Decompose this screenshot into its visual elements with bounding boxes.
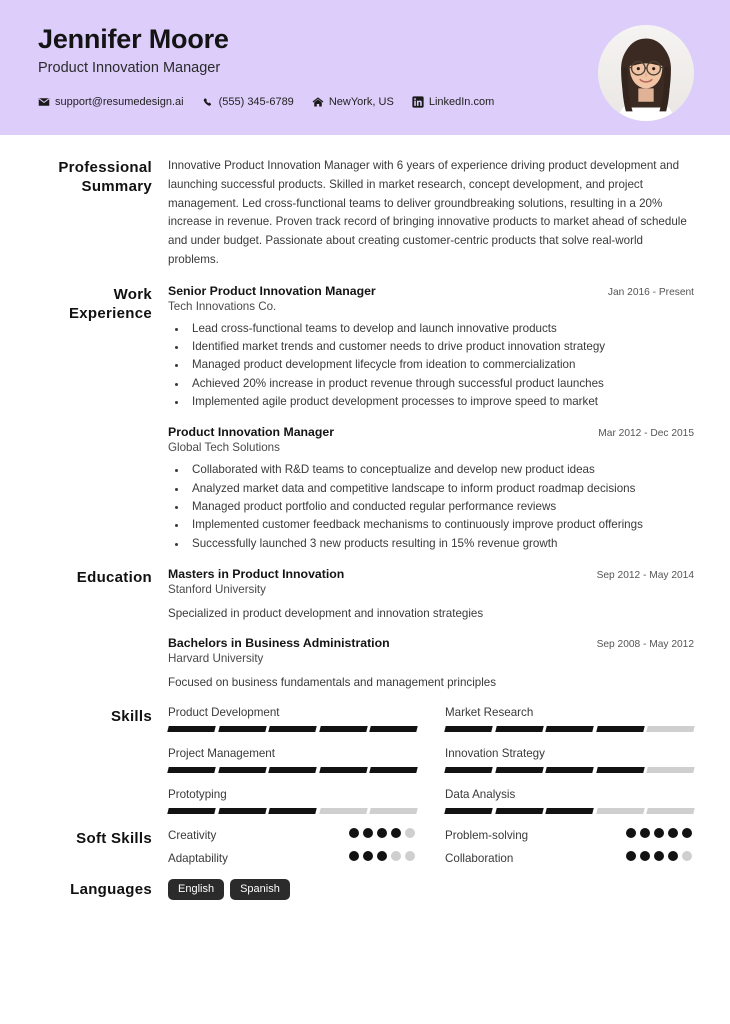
soft-skill-item (168, 828, 417, 842)
contact-phone[interactable] (202, 96, 294, 108)
rating-dot (377, 851, 387, 861)
resume-header (0, 0, 730, 135)
skill-item (168, 747, 417, 773)
spacer (36, 272, 694, 284)
skill-bar-segment (268, 726, 316, 732)
contact-linkedin[interactable] (412, 96, 494, 108)
skill-bar-segment (167, 808, 215, 814)
skill-bar-segment (647, 726, 695, 732)
soft-skill-item (168, 851, 417, 865)
skill-level-bar (168, 767, 417, 773)
entry-organization: Global Tech Solutions (168, 441, 280, 455)
language-chip: Spanish (230, 879, 290, 900)
skill-bar-segment (370, 767, 418, 773)
spacer (36, 555, 694, 567)
rating-dot (405, 828, 415, 838)
skill-level-bar (445, 808, 694, 814)
candidate-job-title: Product Innovation Manager (38, 60, 221, 77)
rating-dot (363, 828, 373, 838)
language-chip: English (168, 879, 224, 900)
skill-bar-segment (268, 808, 316, 814)
rating-dot (391, 851, 401, 861)
contact-phone-text: (555) 345-6789 (218, 96, 294, 109)
section-label-languages: Languages (70, 880, 152, 898)
entry-bullet: • Managed product portfolio and conducted regular performance reviews (188, 498, 694, 516)
soft-skill-name: Adaptability (168, 851, 228, 865)
entry-description: Focused on business fundamentals and management principles (168, 676, 497, 690)
avatar-photo (598, 25, 694, 121)
language-chip-row (168, 879, 694, 900)
skill-name: Data Analysis (445, 787, 516, 801)
avatar (598, 25, 694, 121)
skill-name: Prototyping (168, 787, 227, 801)
skill-name: Market Research (445, 705, 534, 719)
contact-email[interactable] (38, 96, 184, 108)
skill-level-bar (445, 767, 694, 773)
section-label-soft-skills: Soft Skills (76, 829, 152, 847)
spacer (36, 867, 694, 879)
spacer (36, 694, 694, 706)
rating-dot (349, 828, 359, 838)
skill-item (168, 706, 417, 732)
section-label-education: Education (76, 568, 152, 586)
candidate-name: Jennifer Moore (38, 24, 229, 54)
skill-bar-segment (596, 726, 644, 732)
contact-linkedin-text: LinkedIn.com (428, 96, 495, 109)
contact-location-text: NewYork, US (328, 96, 394, 109)
soft-skill-name: Collaboration (445, 851, 514, 865)
skill-name: Project Management (168, 746, 275, 760)
entry-description: Specialized in product development and innovation strategies (168, 606, 484, 620)
entry-bullet-list (168, 320, 694, 412)
entry-bullet: • Implemented agile product development processes to improve speed to market (188, 393, 694, 411)
skill-bar-segment (268, 767, 316, 773)
soft-skill-name: Problem-solving (445, 828, 529, 842)
entry-title: Bachelors in Business Administration (168, 636, 390, 651)
skill-item (445, 747, 694, 773)
skill-bar-segment (495, 726, 543, 732)
skill-item (168, 788, 417, 814)
section-soft-skills (36, 828, 694, 865)
header-left-block (38, 22, 494, 108)
skill-level-bar (445, 726, 694, 732)
contact-location[interactable] (312, 96, 394, 108)
section-languages (36, 879, 694, 900)
skill-bar-segment (218, 767, 266, 773)
skill-bar-segment (596, 767, 644, 773)
skill-name: Product Development (168, 705, 280, 719)
education-entry (168, 636, 694, 691)
rating-dot (654, 851, 664, 861)
rating-dot (668, 851, 678, 861)
section-professional-summary (36, 157, 694, 270)
section-skills (36, 706, 694, 814)
skill-bar-segment (319, 726, 367, 732)
rating-dot (391, 828, 401, 838)
soft-skills-grid (168, 828, 694, 865)
entry-bullet: • Identified market trends and customer needs to drive product innovation strategy (188, 338, 694, 356)
home-icon (312, 96, 324, 108)
rating-dot (349, 851, 359, 861)
section-label-experience: Work Experience (68, 285, 152, 322)
entry-date: Mar 2012 - Dec 2015 (598, 428, 694, 440)
rating-dot (668, 828, 678, 838)
rating-dot (640, 828, 650, 838)
skill-bar-segment (444, 808, 492, 814)
experience-entry (168, 425, 694, 553)
entry-title: Product Innovation Manager (168, 425, 335, 440)
skill-bar-segment (370, 808, 418, 814)
contact-email-text: support@resumedesign.ai (55, 96, 184, 109)
skill-bar-segment (545, 808, 593, 814)
entry-organization: Harvard University (168, 652, 264, 666)
skill-bar-segment (647, 808, 695, 814)
skill-item (445, 788, 694, 814)
spacer (36, 816, 694, 828)
rating-dot (626, 851, 636, 861)
entry-organization: Tech Innovations Co. (168, 299, 277, 313)
entry-header (168, 567, 694, 581)
skill-bar-segment (545, 726, 593, 732)
soft-skill-item (445, 851, 694, 865)
skill-bar-segment (596, 808, 644, 814)
entry-header (168, 284, 694, 298)
skills-grid (168, 706, 694, 814)
resume-body (0, 135, 730, 900)
rating-dot (377, 828, 387, 838)
entry-bullet: • Analyzed market data and competitive landscape to inform product roadmap decisions (188, 480, 694, 498)
entry-bullet: • Successfully launched 3 new products resulting in 15% revenue growth (188, 535, 694, 553)
entry-bullet-list (168, 461, 694, 553)
soft-skill-rating (626, 828, 694, 838)
skill-level-bar (168, 726, 417, 732)
experience-entry (168, 284, 694, 412)
entry-date: Sep 2008 - May 2012 (596, 639, 694, 651)
skill-bar-segment (319, 808, 367, 814)
skill-bar-segment (444, 767, 492, 773)
soft-skill-rating (349, 828, 417, 838)
summary-text: Innovative Product Innovation Manager with 6 years of experience driving product development and launching successful products. Skilled in market research, concept development, and project management. Led cross-functional teams to deliver groundbreaking solutions, resulting in a 20% increase in revenue. Proven track record of bringing innovative products to market ahead of schedule and under budget. Passionate about creating customer-centric products that solve real-world problems. (168, 159, 687, 266)
skill-level-bar (168, 808, 417, 814)
entry-header (168, 425, 694, 439)
education-entries (168, 567, 694, 692)
soft-skill-item (445, 828, 694, 842)
skill-bar-segment (444, 726, 492, 732)
section-label-summary: Professional Summary (58, 159, 152, 196)
entry-title: Senior Product Innovation Manager (168, 283, 376, 298)
rating-dot (654, 828, 664, 838)
entry-bullet: • Lead cross-functional teams to develop and launch innovative products (188, 320, 694, 338)
entry-bullet: • Collaborated with R&D teams to conceptualize and develop new product ideas (188, 461, 694, 479)
skill-bar-segment (218, 808, 266, 814)
skill-name: Innovation Strategy (445, 746, 545, 760)
entry-title: Masters in Product Innovation (168, 566, 345, 581)
skill-bar-segment (495, 767, 543, 773)
soft-skill-rating (349, 851, 417, 861)
soft-skill-rating (626, 851, 694, 861)
entry-organization: Stanford University (168, 582, 266, 596)
rating-dot (682, 828, 692, 838)
education-entry (168, 567, 694, 622)
entry-header (168, 636, 694, 650)
section-education (36, 567, 694, 692)
skill-bar-segment (218, 726, 266, 732)
soft-skill-name: Creativity (168, 828, 217, 842)
contact-row (38, 96, 494, 108)
rating-dot (682, 851, 692, 861)
rating-dot (640, 851, 650, 861)
entry-bullet: • Implemented customer feedback mechanisms to continuously improve product offerings (188, 516, 694, 534)
rating-dot (363, 851, 373, 861)
entry-date: Jan 2016 - Present (607, 286, 694, 298)
rating-dot (405, 851, 415, 861)
entry-bullet: • Managed product development lifecycle from ideation to commercialization (188, 356, 694, 374)
skill-item (445, 706, 694, 732)
skill-bar-segment (167, 726, 215, 732)
linkedin-icon (412, 96, 424, 108)
entry-bullet: • Achieved 20% increase in product revenue through successful product launches (188, 375, 694, 393)
section-label-skills: Skills (111, 707, 152, 725)
skill-bar-segment (319, 767, 367, 773)
phone-icon (202, 96, 214, 108)
section-work-experience (36, 284, 694, 553)
entry-date: Sep 2012 - May 2014 (596, 569, 694, 581)
skill-bar-segment (167, 767, 215, 773)
envelope-icon (38, 96, 50, 108)
rating-dot (626, 828, 636, 838)
skill-bar-segment (647, 767, 695, 773)
skill-bar-segment (370, 726, 418, 732)
skill-bar-segment (495, 808, 543, 814)
experience-entries (168, 284, 694, 553)
skill-bar-segment (545, 767, 593, 773)
